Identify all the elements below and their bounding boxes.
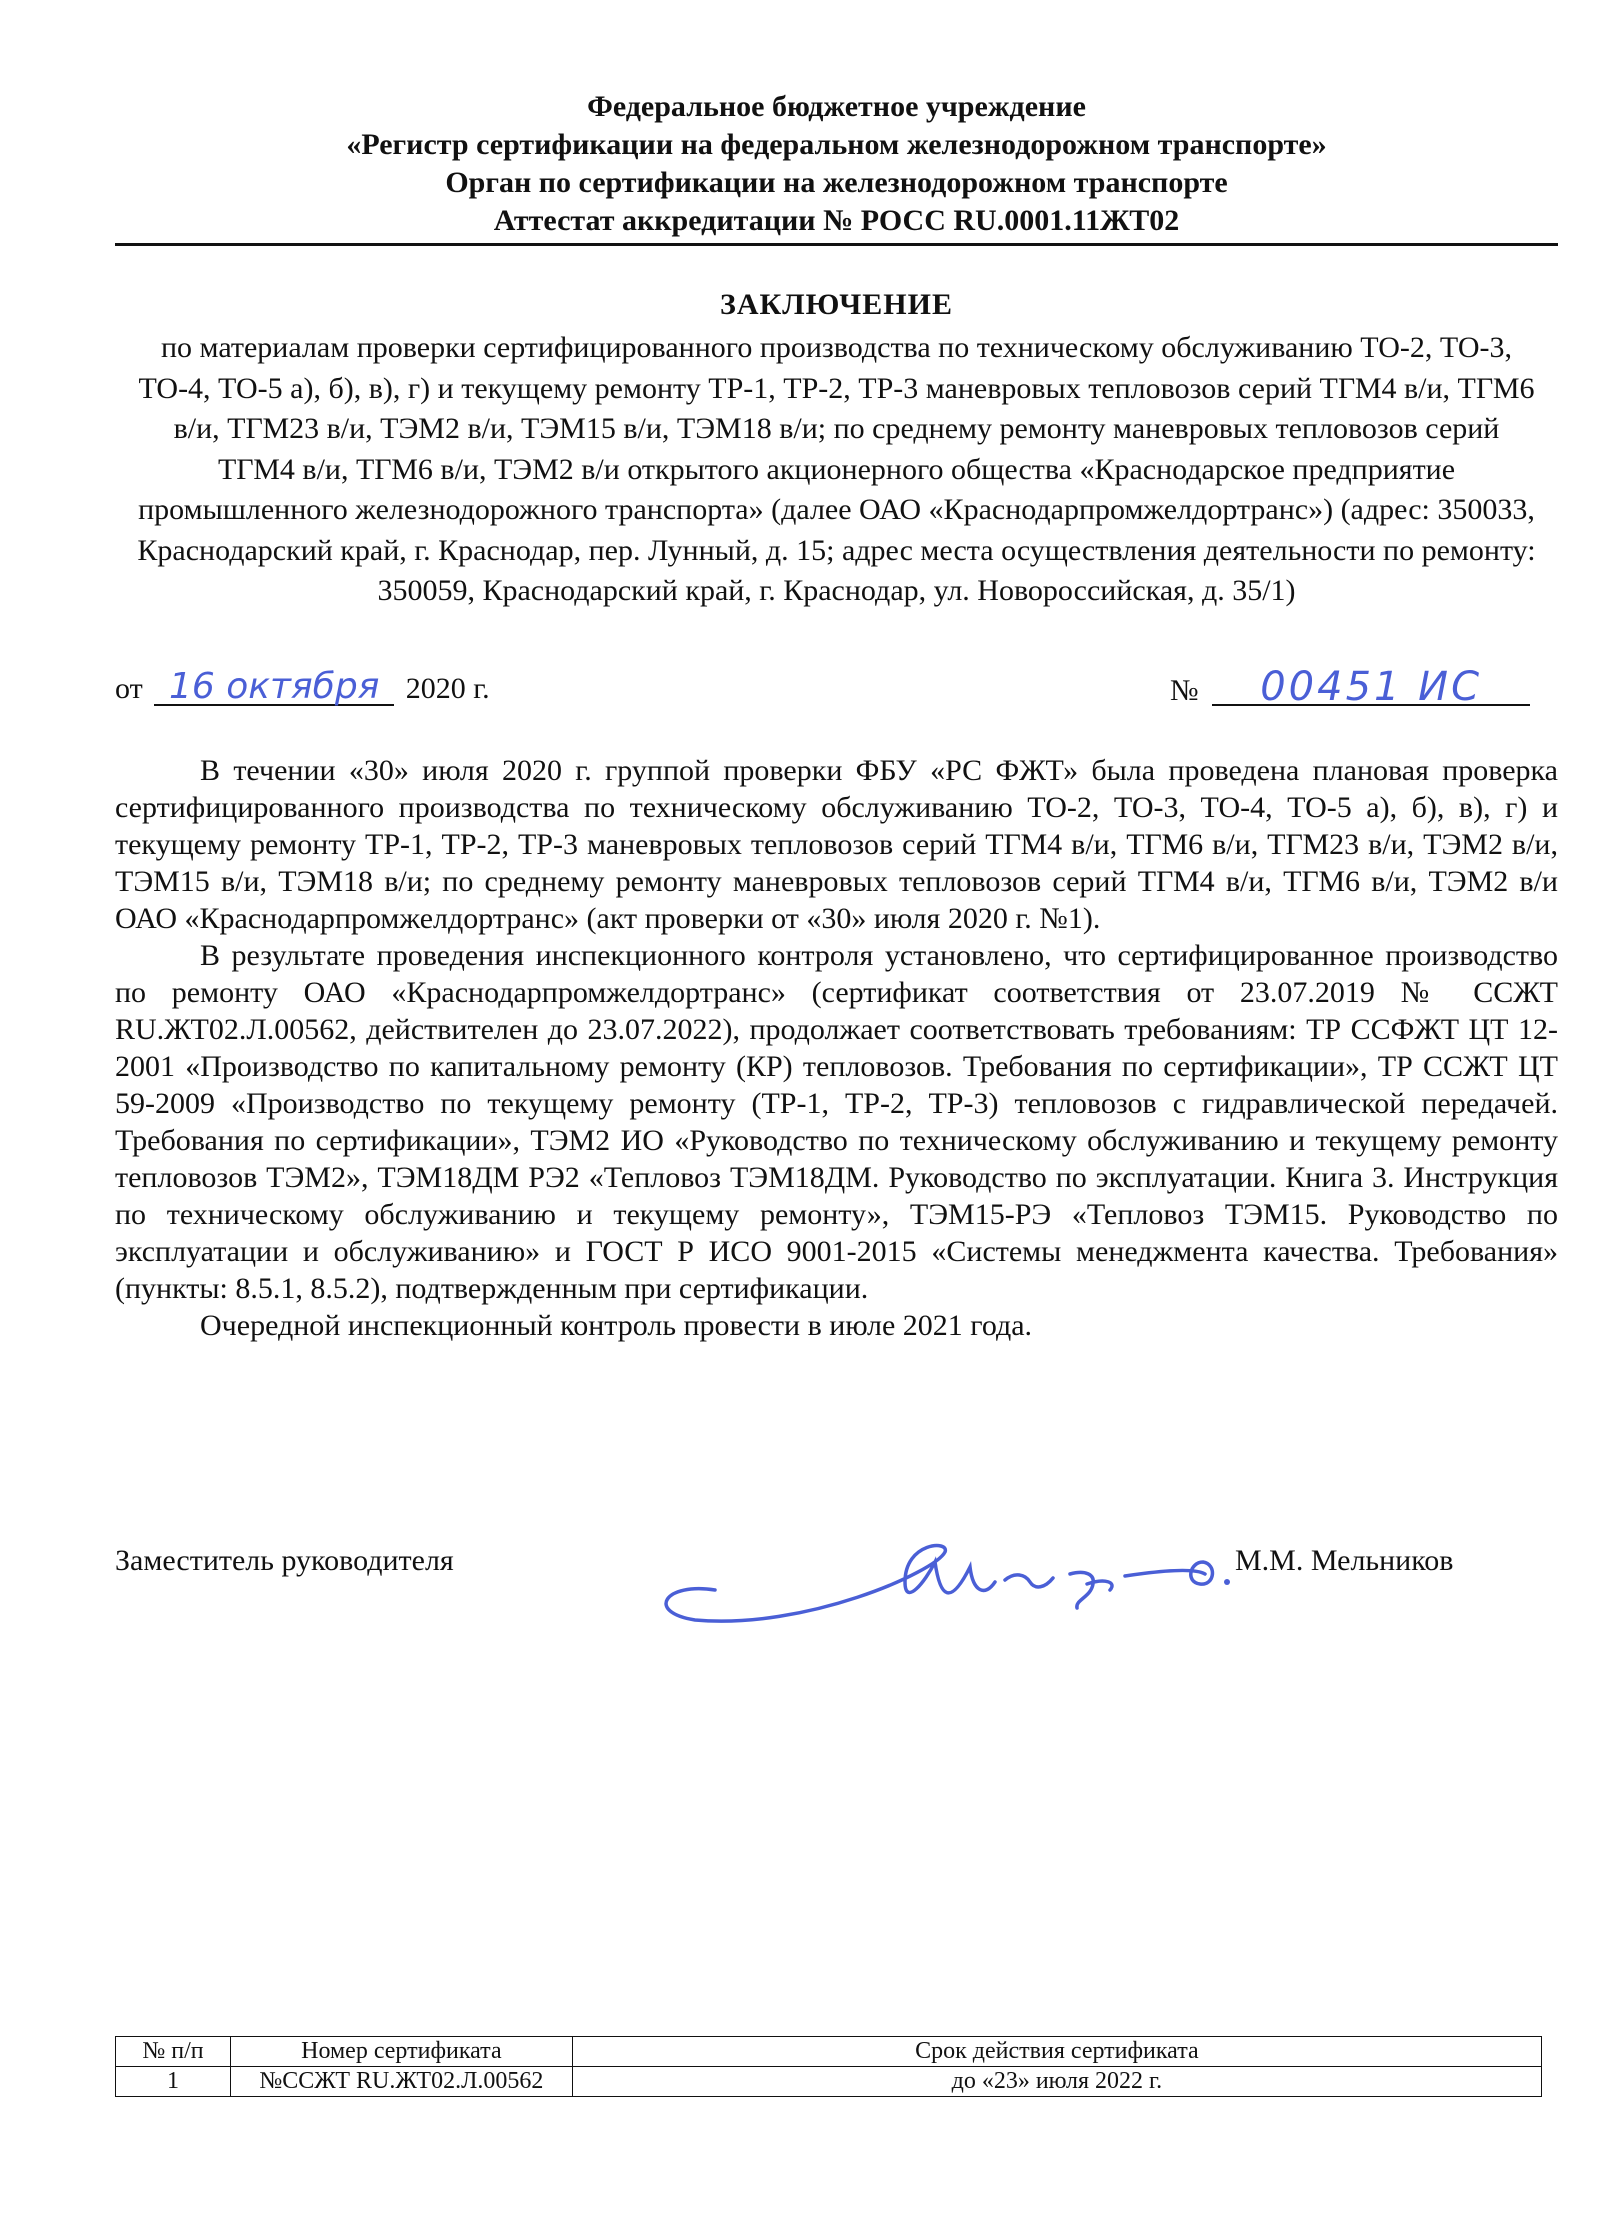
handwritten-signature	[605, 1512, 1285, 1642]
organization-header	[115, 88, 1558, 240]
cell-row-number: 1	[116, 2067, 231, 2097]
date-suffix: 2020 г.	[405, 672, 490, 705]
column-header-certificate: Номер сертификата	[230, 2037, 572, 2067]
table-header-row	[116, 2037, 1542, 2067]
header-line-2: «Регистр сертификации на федеральном железнодорожном транспорте»	[346, 128, 1327, 161]
date-prefix: от	[115, 672, 143, 705]
document-subject: по материалам проверки сертифицированного производства по техническому обслуживанию ТО-2, ТО-3, ТО-4, ТО-5 а), б), в), г) и текущему ремонту ТР-1, ТР-2, ТР-3 маневровых тепловозов серий ТГМ4 в/и, ТГМ6 в/и, ТГМ23 в/и, ТЭМ2 в/и, ТЭМ15 в/и, ТЭМ18 в/и; по среднему ремонту маневровых тепловозов серий ТГМ4 в/и, ТГМ6 в/и, ТЭМ2 в/и открытого акционерного общества «Краснодарское предприятие промышленного железнодорожного транспорта» (далее ОАО «Краснодарпромжелдортранс») (адрес: 350033, Краснодарский край, г. Краснодар, пер. Лунный, д. 15; адрес места осуществления деятельности по ремонту: 350059, Краснодарский край, г. Краснодар, ул. Новороссийская, д. 35/1)	[137, 331, 1536, 607]
body-paragraph-2: В результате проведения инспекционного контроля установлено, что сертифицированное производство по ремонту ОАО «Краснодарпромжелдортранс» (сертификат соответствия от 23.07.2019 № ССЖТ RU.ЖТ02.Л.00562, действителен до 23.07.2022), продолжает соответствовать требованиям: ТР ССФЖТ ЦТ 12-2001 «Производство по капитальному ремонту (КР) тепловозов. Требования по сертификации», ТР ССЖТ ЦТ 59-2009 «Производство по текущему ремонту (ТР-1, ТР-2, ТР-3) тепловозов с гидравлической передачей. Требования по сертификации», ТЭМ2 ИО «Руководство по техническому обслуживанию и текущему ремонту тепловозов ТЭМ2», ТЭМ18ДМ РЭ2 «Тепловоз ТЭМ18ДМ. Руководство по эксплуатации. Книга 3. Инструкция по техническому обслуживанию и текущему ремонту», ТЭМ15-РЭ «Тепловоз ТЭМ15. Руководство по эксплуатации и обслуживанию» и ГОСТ Р ИСО 9001-2015 «Системы менеджмента качества. Требования» (пункты: 8.5.1, 8.5.2), подтвержденным при сертификации.	[115, 939, 1558, 1305]
cell-validity: до «23» июля 2022 г.	[572, 2067, 1541, 2097]
number-line	[1170, 664, 1530, 710]
header-divider	[115, 243, 1558, 246]
column-header-validity: Срок действия сертификата	[572, 2037, 1541, 2067]
signature-block	[115, 1542, 1558, 1662]
date-line	[115, 666, 490, 708]
signer-role: Заместитель руководителя	[115, 1544, 454, 1577]
document-body	[115, 752, 1558, 1344]
body-paragraph-1: В течении «30» июля 2020 г. группой проверки ФБУ «РС ФЖТ» была проведена плановая проверка сертифицированного производства по техническому обслуживанию ТО-2, ТО-3, ТО-4, ТО-5 а), б), в), г) и текущему ремонту ТР-1, ТР-2, ТР-3 маневровых тепловозов серий ТГМ4 в/и, ТГМ6 в/и, ТГМ23 в/и, ТЭМ2 в/и, ТЭМ15 в/и, ТЭМ18 в/и; по среднему ремонту маневровых тепловозов серий ТГМ4 в/и, ТГМ6 в/и, ТЭМ2 в/и ОАО «Краснодарпромжелдортранс» (акт проверки от «30» июля 2020 г. №1).	[115, 754, 1558, 935]
handwritten-date: 16 октября	[154, 670, 394, 706]
certificate-table	[115, 2036, 1542, 2097]
document-title: ЗАКЛЮЧЕНИЕ	[720, 288, 953, 321]
cell-certificate-number: №ССЖТ RU.ЖТ02.Л.00562	[230, 2067, 572, 2097]
column-header-number: № п/п	[116, 2037, 231, 2067]
number-prefix: №	[1170, 674, 1199, 707]
header-line-3: Орган по сертификации на железнодорожном транспорте	[445, 166, 1228, 199]
table-row	[116, 2067, 1542, 2097]
signer-name: М.М. Мельников	[1235, 1544, 1454, 1577]
handwritten-number: 00451 ИС	[1212, 670, 1530, 706]
header-line-1: Федеральное бюджетное учреждение	[587, 90, 1086, 123]
header-line-4: Аттестат аккредитации № РОСС RU.0001.11ЖТ02	[493, 204, 1180, 237]
body-paragraph-3: Очередной инспекционный контроль провести в июле 2021 года.	[200, 1309, 1033, 1342]
